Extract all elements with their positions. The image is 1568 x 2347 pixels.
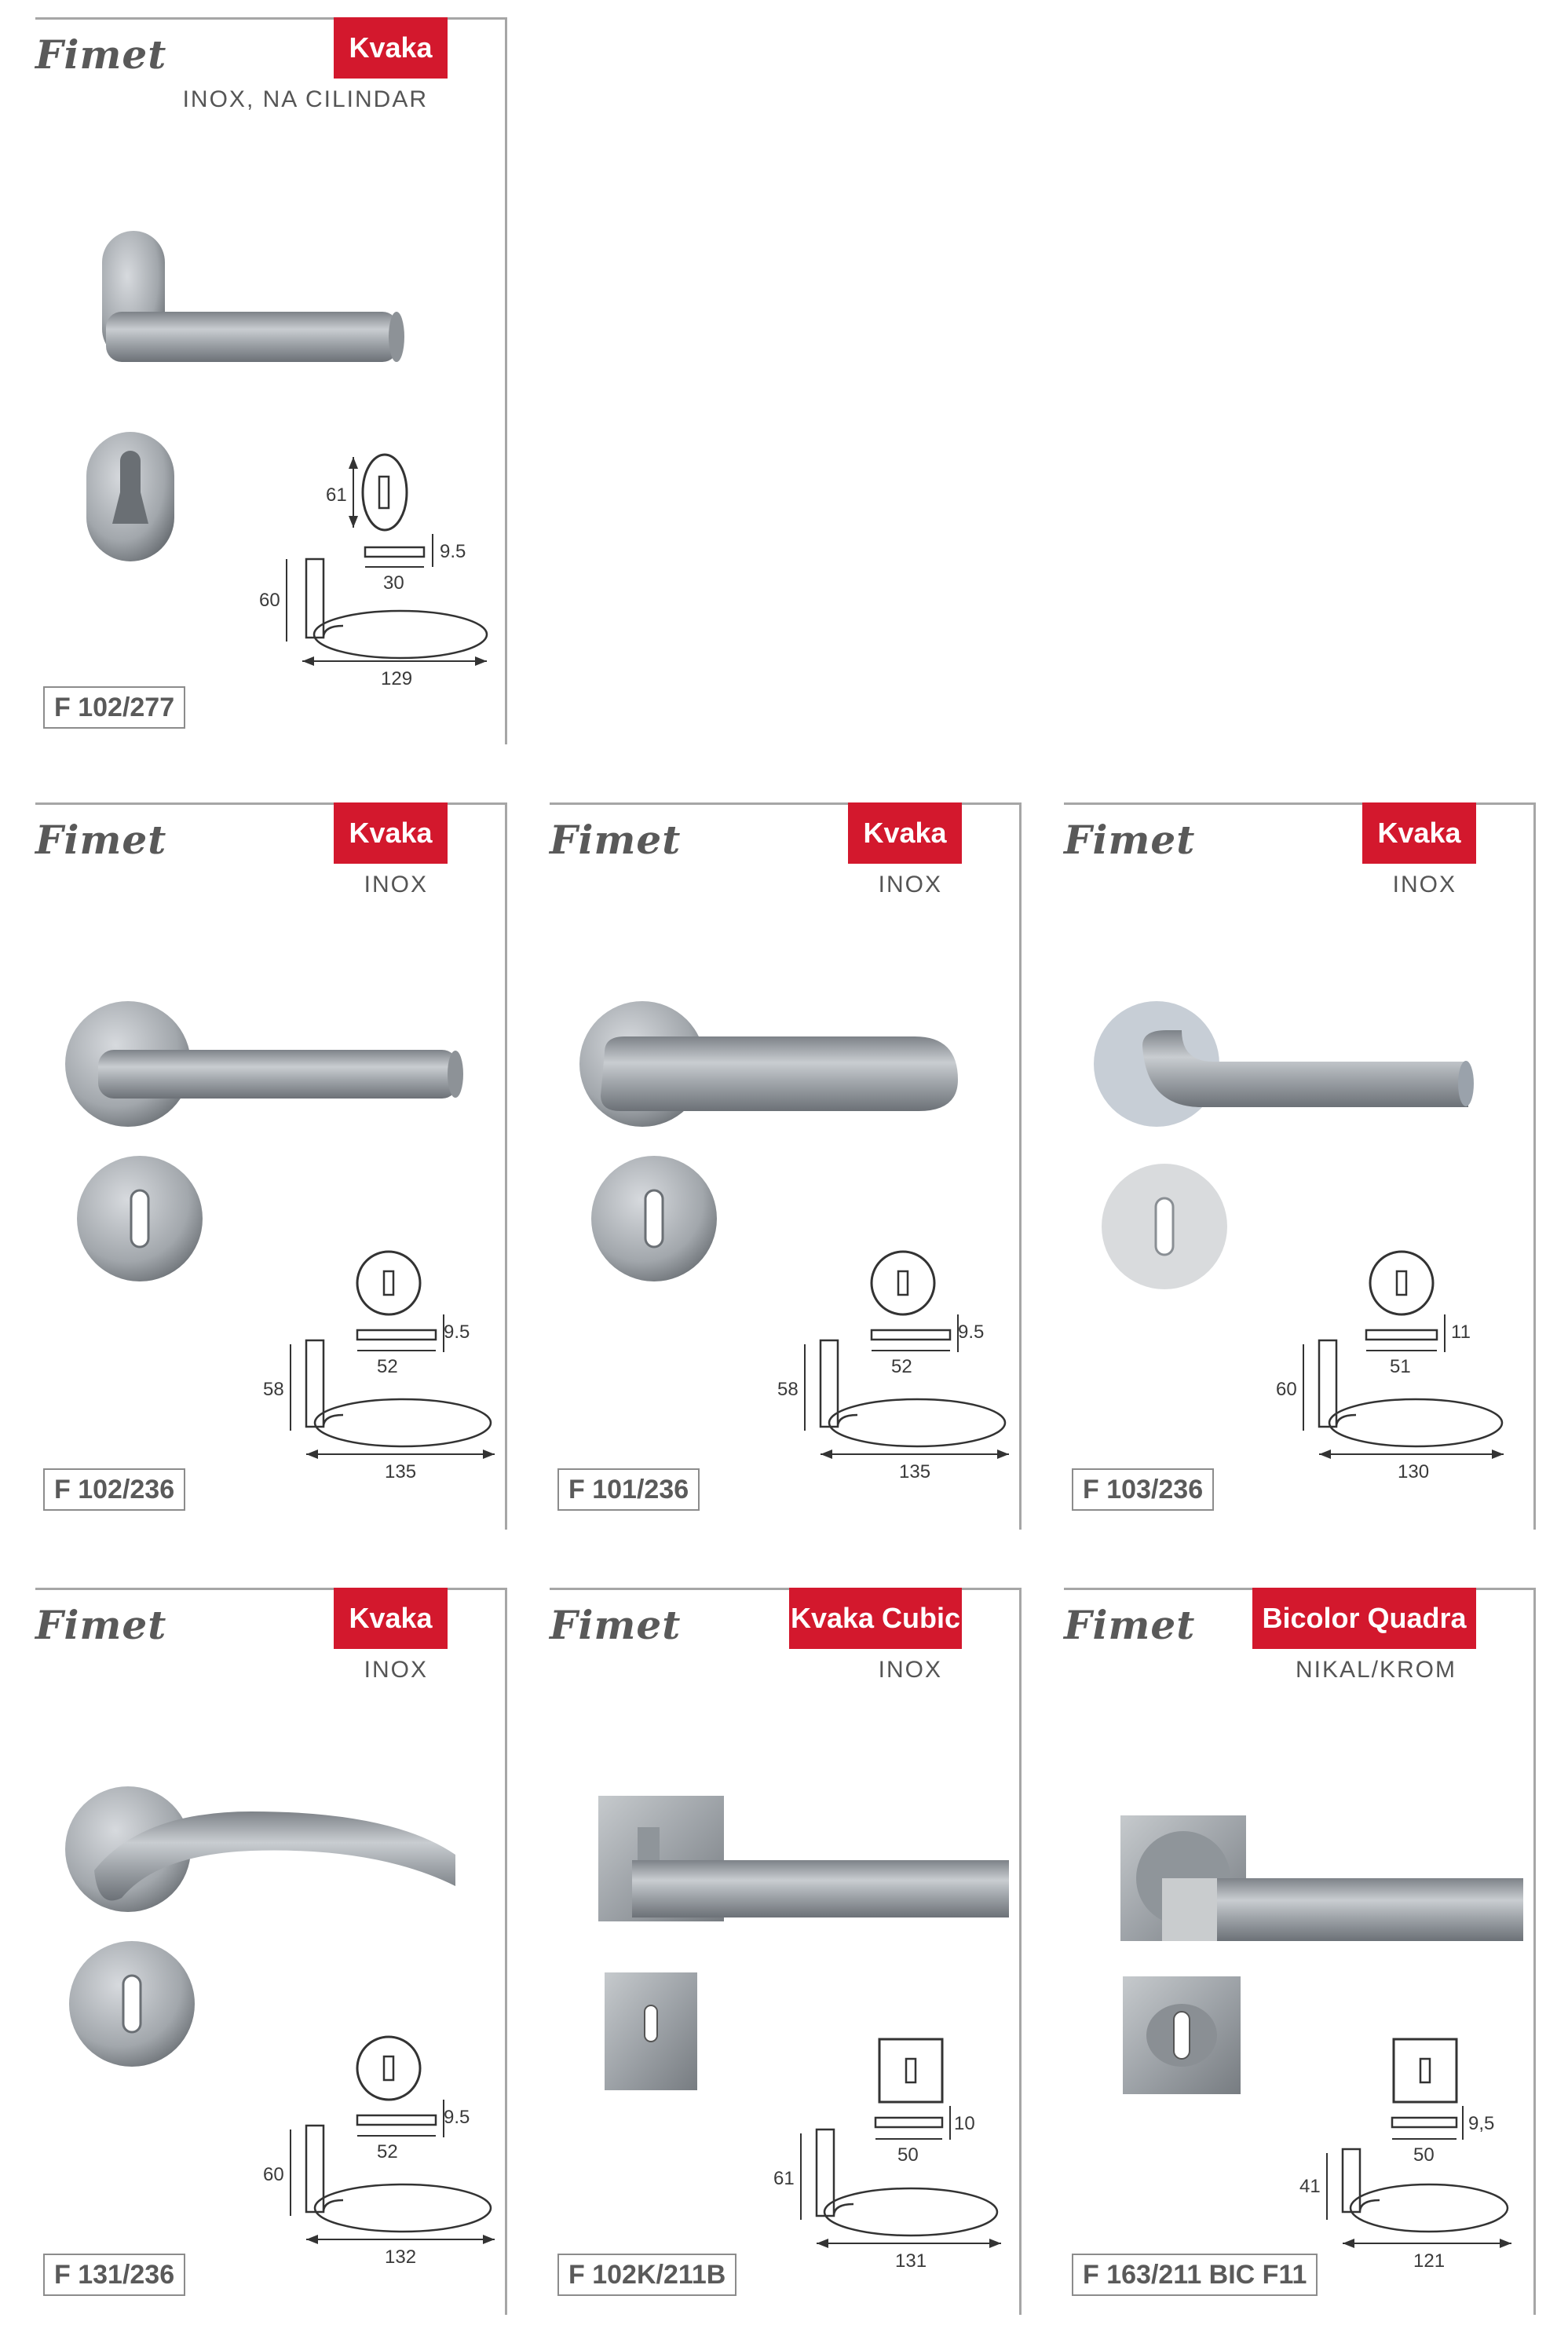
product-card-f163-211-bic-f11 — [1064, 1588, 1535, 2315]
dim-length: 129 — [381, 668, 413, 689]
product-subtitle: NIKAL/KROM — [1295, 1657, 1457, 1683]
product-label: Kvaka — [848, 802, 962, 864]
dim-height: 58 — [777, 1379, 799, 1400]
dim-height: 60 — [1276, 1379, 1297, 1400]
dimension-drawing — [1064, 1588, 1535, 2315]
dim-width: 30 — [383, 572, 404, 594]
dim-height: 61 — [773, 2168, 795, 2189]
dim-height: 58 — [263, 1379, 284, 1400]
dim-length: 131 — [895, 2250, 927, 2272]
dim-length: 135 — [385, 1461, 417, 1482]
product-card-f102-277 — [35, 17, 506, 744]
brand-logo: Fimet — [35, 1602, 167, 1648]
dim-thickness: 9.5 — [444, 1322, 470, 1343]
brand-logo: Fimet — [550, 1602, 682, 1648]
dim-thickness: 9.5 — [444, 2107, 470, 2128]
dim-thickness: 10 — [954, 2113, 975, 2134]
dim-width: 50 — [1413, 2144, 1435, 2166]
product-subtitle: INOX — [1392, 872, 1457, 897]
brand-logo: Fimet — [35, 817, 167, 863]
dimension-drawing — [35, 802, 506, 1530]
product-code: F 102/236 — [43, 1468, 185, 1511]
dim-length: 121 — [1413, 2250, 1446, 2272]
product-label: Kvaka — [334, 802, 448, 864]
product-code: F 102K/211B — [557, 2254, 736, 2296]
dim-thickness: 9,5 — [1468, 2113, 1495, 2134]
product-card-f101-236 — [550, 802, 1021, 1530]
dimension-drawing — [35, 17, 506, 744]
brand-logo: Fimet — [1064, 1602, 1196, 1648]
product-label: Kvaka — [334, 1588, 448, 1649]
product-code: F 103/236 — [1072, 1468, 1214, 1511]
dim-width: 52 — [377, 2141, 398, 2162]
dim-height: 60 — [259, 590, 280, 611]
brand-logo: Fimet — [1064, 817, 1196, 863]
product-label: Kvaka Cubic — [789, 1588, 962, 1649]
dim-thickness: 9.5 — [440, 541, 466, 562]
dim-length: 135 — [899, 1461, 931, 1482]
product-label: Kvaka — [334, 17, 448, 79]
product-card-f103-236 — [1064, 802, 1535, 1530]
dim-height: 60 — [263, 2164, 284, 2185]
product-label: Bicolor Quadra — [1252, 1588, 1476, 1649]
product-code: F 163/211 BIC F11 — [1072, 2254, 1318, 2296]
product-subtitle: INOX, NA CILINDAR — [182, 86, 428, 112]
brand-logo: Fimet — [550, 817, 682, 863]
dim-width: 51 — [1390, 1356, 1411, 1377]
dim-length: 132 — [385, 2246, 417, 2268]
dimension-drawing — [550, 1588, 1021, 2315]
dim-thickness: 9.5 — [958, 1322, 985, 1343]
dim-rose-height: 61 — [326, 484, 347, 506]
dim-thickness: 11 — [1451, 1322, 1471, 1343]
dim-height: 41 — [1299, 2176, 1321, 2197]
product-card-f102-236 — [35, 802, 506, 1530]
product-subtitle: INOX — [878, 872, 942, 897]
product-subtitle: INOX — [878, 1657, 942, 1683]
product-subtitle: INOX — [364, 1657, 428, 1683]
dim-width: 52 — [891, 1356, 912, 1377]
product-label: Kvaka — [1362, 802, 1476, 864]
product-code: F 102/277 — [43, 686, 185, 729]
product-card-f102k-211b — [550, 1588, 1021, 2315]
dim-width: 52 — [377, 1356, 398, 1377]
dimension-drawing — [35, 1588, 506, 2315]
product-code: F 101/236 — [557, 1468, 700, 1511]
product-code: F 131/236 — [43, 2254, 185, 2296]
dimension-drawing — [550, 802, 1021, 1530]
brand-logo: Fimet — [35, 31, 167, 78]
product-card-f131-236 — [35, 1588, 506, 2315]
dim-width: 50 — [897, 2144, 919, 2166]
dim-length: 130 — [1398, 1461, 1430, 1482]
dimension-drawing — [1064, 802, 1535, 1530]
product-subtitle: INOX — [364, 872, 428, 897]
